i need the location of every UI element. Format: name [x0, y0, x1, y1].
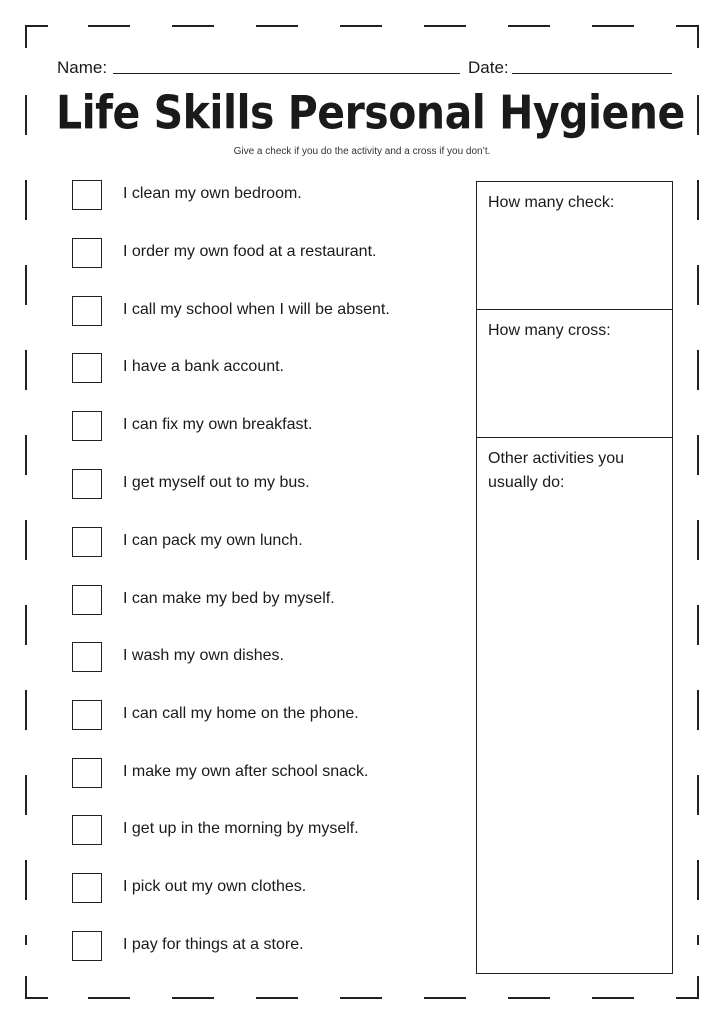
page-title: Life Skills Personal Hygiene	[56, 86, 685, 140]
name-date-row	[0, 58, 724, 82]
list-item	[72, 758, 462, 790]
checkbox[interactable]	[72, 296, 102, 326]
other-activities-label: Other activities you usually do:	[488, 450, 625, 491]
checkbox[interactable]	[72, 527, 102, 557]
instructions-text: Give a check if you do the activity and a cross if you don’t.	[233, 146, 491, 157]
list-item	[72, 469, 462, 501]
list-item	[72, 296, 462, 328]
cross-count-label: How many cross:	[488, 322, 611, 339]
checkbox[interactable]	[72, 353, 102, 383]
activity-label: I pay for things at a store.	[123, 936, 304, 953]
activity-label: I get myself out to my bus.	[123, 474, 310, 491]
activity-label: I can call my home on the phone.	[123, 705, 359, 722]
list-item	[72, 642, 462, 674]
date-label: Date:	[468, 58, 509, 77]
activity-label: I can pack my own lunch.	[123, 532, 303, 549]
other-activities-box[interactable]	[477, 438, 672, 973]
list-item	[72, 931, 462, 963]
list-item	[72, 527, 462, 559]
checkbox[interactable]	[72, 758, 102, 788]
check-count-box[interactable]	[477, 182, 672, 310]
activity-label: I have a bank account.	[123, 358, 284, 375]
activity-label: I pick out my own clothes.	[123, 878, 307, 895]
activity-label: I order my own food at a restaurant.	[123, 243, 377, 260]
checkbox[interactable]	[72, 180, 102, 210]
checkbox[interactable]	[72, 469, 102, 499]
activity-label: I make my own after school snack.	[123, 763, 369, 780]
checkbox[interactable]	[72, 238, 102, 268]
activity-label: I wash my own dishes.	[123, 647, 284, 664]
name-label: Name:	[57, 58, 108, 77]
checkbox[interactable]	[72, 815, 102, 845]
checkbox[interactable]	[72, 642, 102, 672]
checkbox[interactable]	[72, 585, 102, 615]
list-item	[72, 238, 462, 270]
list-item	[72, 353, 462, 385]
list-item	[72, 180, 462, 212]
activity-label: I can fix my own breakfast.	[123, 416, 313, 433]
list-item	[72, 873, 462, 905]
list-item	[72, 585, 462, 617]
checkbox[interactable]	[72, 873, 102, 903]
cross-count-box[interactable]	[477, 310, 672, 438]
name-field[interactable]	[113, 73, 460, 74]
checkbox[interactable]	[72, 411, 102, 441]
list-item	[72, 700, 462, 732]
checkbox[interactable]	[72, 700, 102, 730]
activity-label: I can make my bed by myself.	[123, 590, 335, 607]
list-item	[72, 411, 462, 443]
activity-label: I get up in the morning by myself.	[123, 820, 359, 837]
checkbox[interactable]	[72, 931, 102, 961]
tally-panel	[476, 181, 673, 974]
check-count-label: How many check:	[488, 194, 615, 211]
list-item	[72, 815, 462, 847]
activity-label: I clean my own bedroom.	[123, 185, 302, 202]
activity-label: I call my school when I will be absent.	[123, 301, 390, 318]
date-field[interactable]	[512, 73, 672, 74]
